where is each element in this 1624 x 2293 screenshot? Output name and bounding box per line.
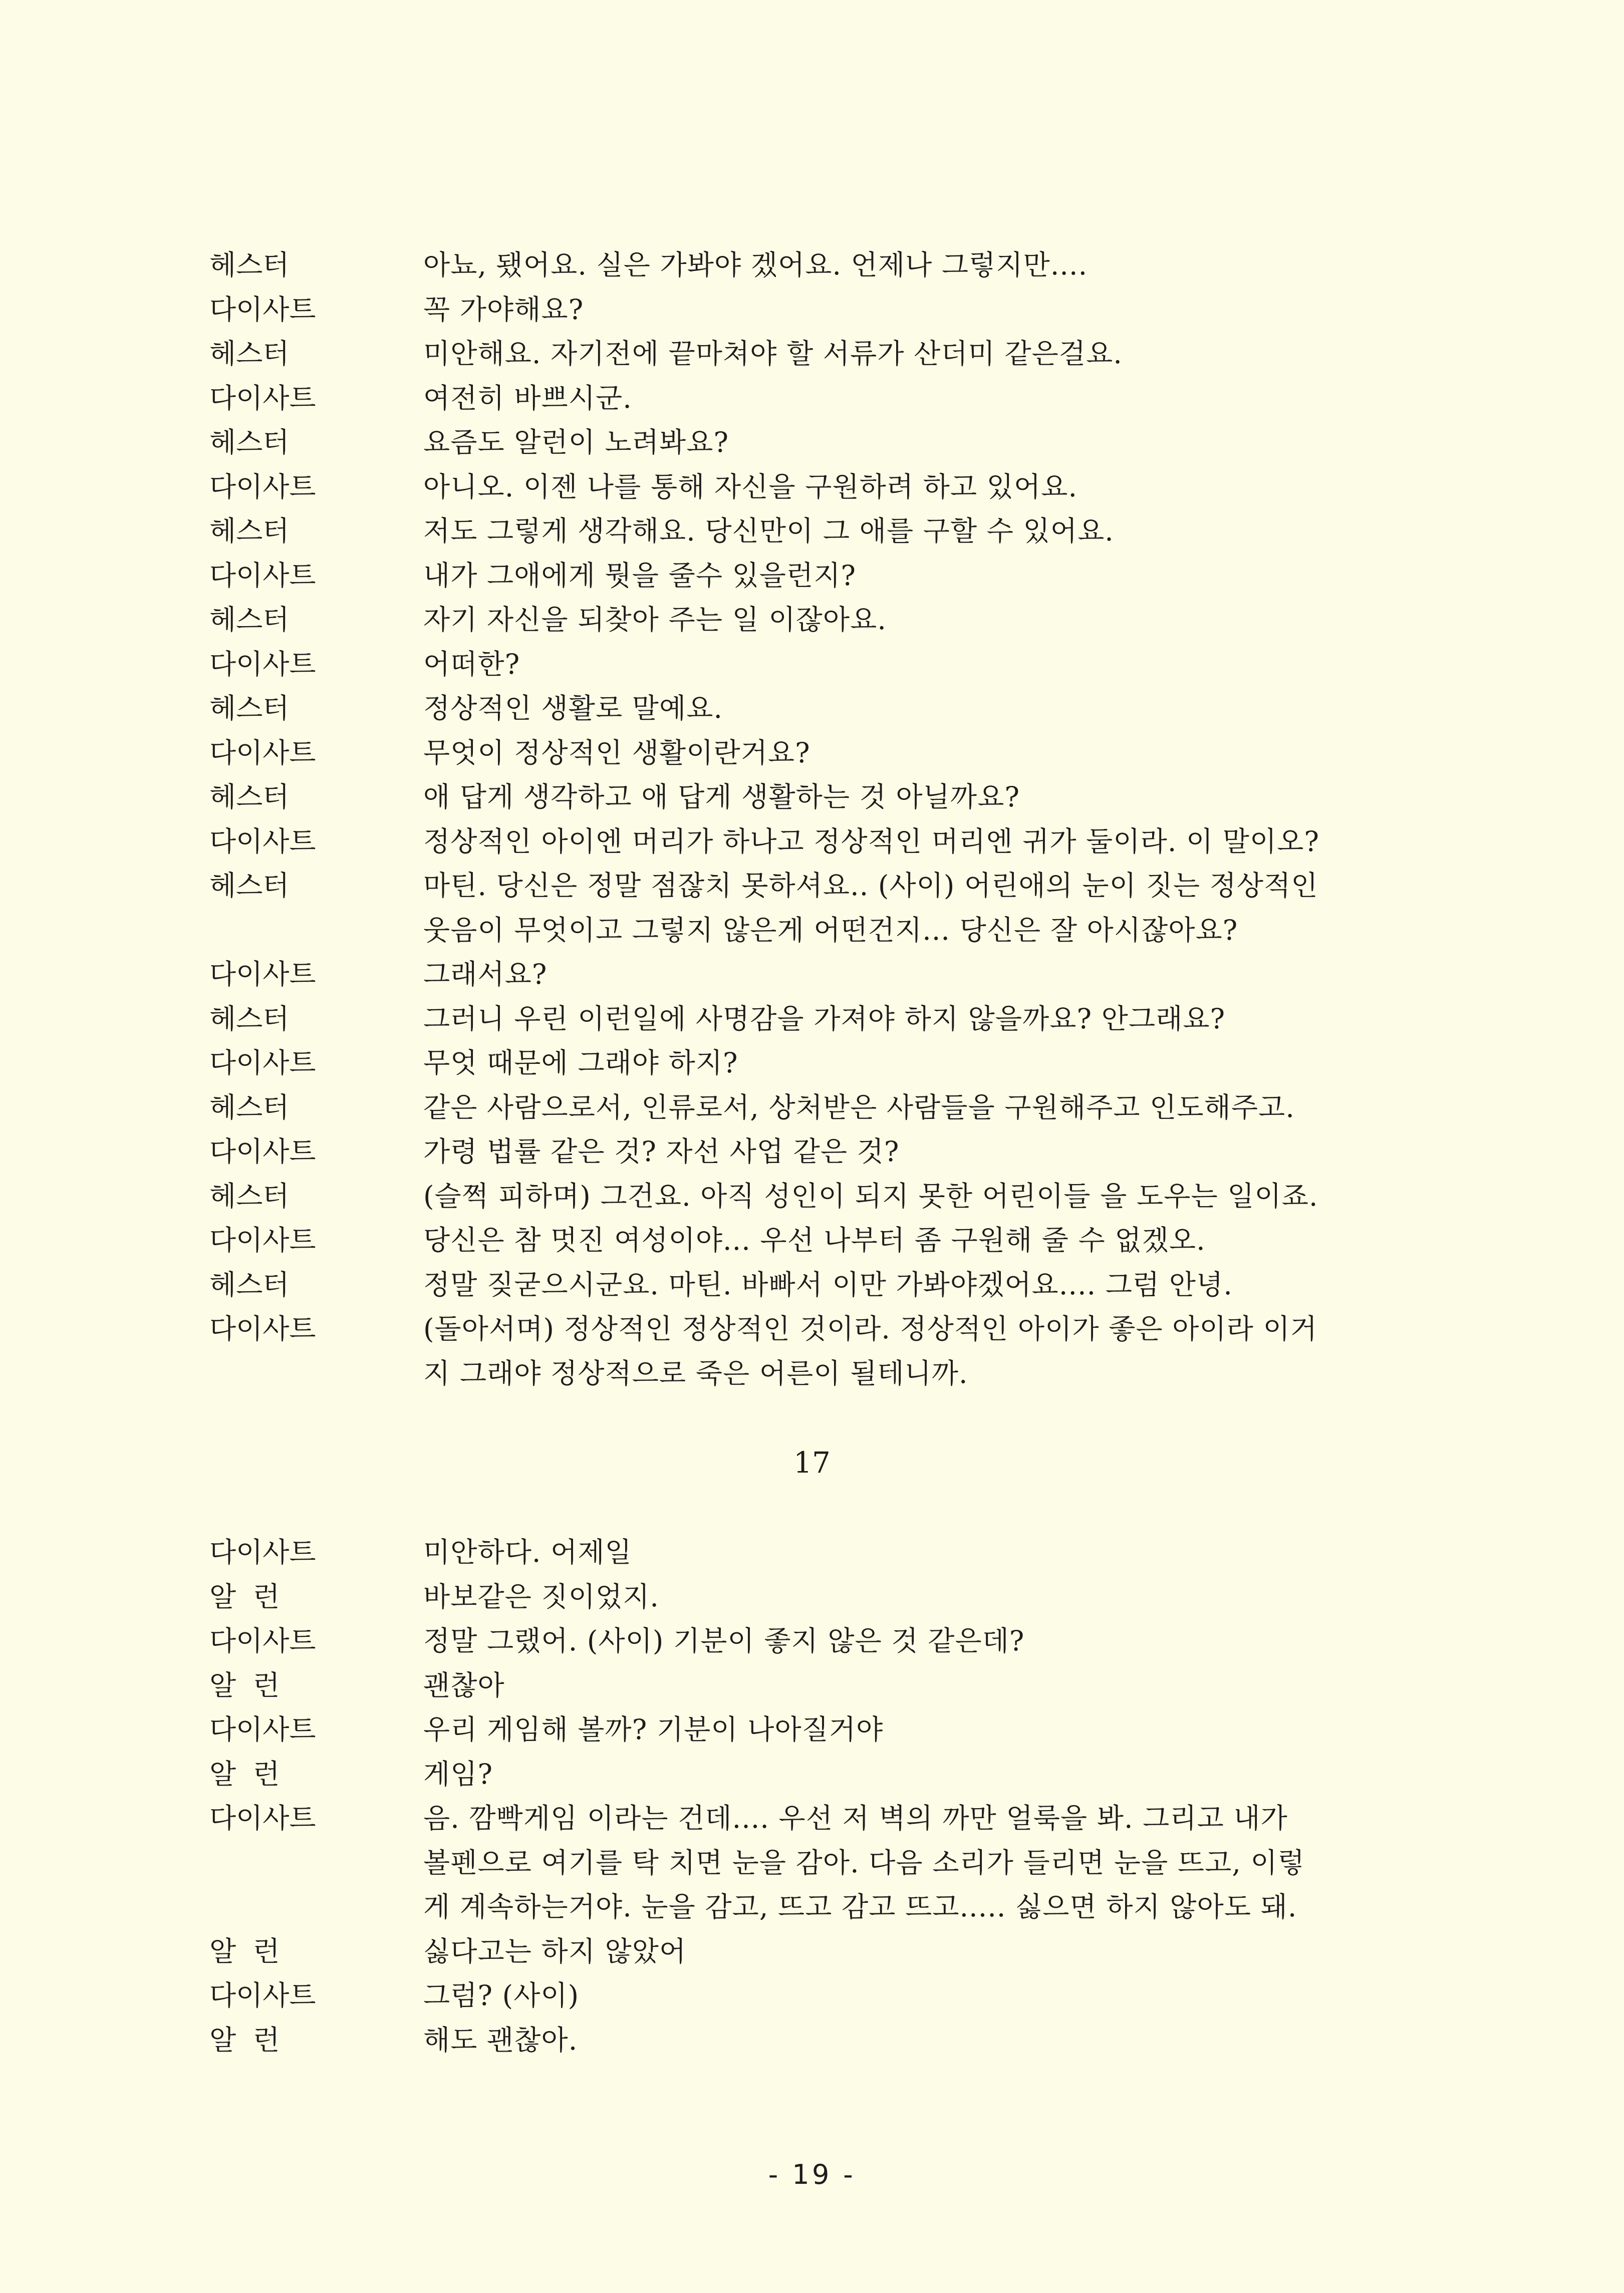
scene-dialogue-block [0,1530,1624,2062]
speaker-name: 다이사트 [209,1979,316,2012]
speaker-name: 다이사트 [209,1713,316,1746]
dialogue-line [0,1085,1624,1130]
dialogue-line [0,1619,1624,1663]
dialogue-line [0,952,1624,997]
dialogue-line [0,1973,1624,2018]
speaker-name: 다이사트 [209,1313,316,1345]
dialogue-text: 요즘도 알런이 노려봐요? [423,426,729,458]
dialogue-text: 아니오. 이젠 나를 통해 자신을 구원하려 하고 있어요. [423,470,1078,503]
speaker-name: 알런 [209,1580,297,1613]
speaker-name: 헤스터 [209,338,290,370]
dialogue-line [0,1129,1624,1174]
speaker-name: 다이사트 [209,736,316,769]
dialogue-text: 웃음이 무엇이고 그렇지 않은게 어떤건지... 당신은 잘 아시잖아요? [423,914,1238,946]
speaker-name: 알런 [209,1935,297,1967]
dialogue-line [0,1218,1624,1263]
dialogue-line [0,243,1624,288]
dialogue-text: (슬쩍 피하며) 그건요. 아직 성인이 되지 못한 어린이들 을 도우는 일이죠. [423,1180,1318,1212]
dialogue-line [0,1307,1624,1351]
dialogue-line [0,1530,1624,1575]
dialogue-continuation-line [0,1885,1624,1929]
scene-dialogue-block [0,243,1624,1395]
dialogue-text: 음. 깜빡게임 이라는 건데.... 우선 저 벽의 까만 얼룩을 봐. 그리고 내가 [423,1802,1288,1834]
speaker-name: 헤스터 [209,426,290,458]
dialogue-line [0,288,1624,332]
speaker-name: 다이사트 [209,1224,316,1256]
dialogue-text: 미안해요. 자기전에 끝마쳐야 할 서류가 산더미 같은걸요. [423,338,1123,370]
dialogue-line [0,332,1624,376]
dialogue-text: 내가 그애에게 뭣을 줄수 있을런지? [423,559,857,592]
dialogue-line [0,819,1624,864]
speaker-name: 헤스터 [209,604,290,636]
dialogue-line [0,1707,1624,1752]
dialogue-text: 볼펜으로 여기를 탁 치면 눈을 감아. 다음 소리가 들리면 눈을 뜨고, 이렇 [423,1846,1305,1879]
scene-number: 17 [793,1446,831,1480]
dialogue-line [0,553,1624,598]
dialogue-line [0,1752,1624,1797]
speaker-name: 헤스터 [209,1268,290,1301]
dialogue-line [0,376,1624,421]
speaker-name: 다이사트 [209,559,316,592]
dialogue-text: 그럼? (사이) [423,1979,580,2012]
dialogue-line [0,642,1624,687]
dialogue-text: 저도 그렇게 생각해요. 당신만이 그 애를 구할 수 있어요. [423,515,1114,547]
dialogue-text: 정말 그랬어. (사이) 기분이 좋지 않은 것 같은데? [423,1625,1025,1657]
dialogue-text: 여전히 바쁘시군. [423,382,632,414]
speaker-name: 다이사트 [209,1047,316,1079]
speaker-name: 헤스터 [209,1002,290,1035]
dialogue-text: 당신은 참 멋진 여성이야... 우선 나부터 좀 구원해 줄 수 없겠오. [423,1224,1206,1256]
dialogue-line [0,731,1624,775]
dialogue-line [0,864,1624,908]
dialogue-text: 그래서요? [423,958,548,990]
dialogue-text: 가령 법률 같은 것? 자선 사업 같은 것? [423,1135,900,1168]
dialogue-line [0,598,1624,642]
speaker-name: 다이사트 [209,1135,316,1168]
dialogue-text: 정상적인 아이엔 머리가 하나고 정상적인 머리엔 귀가 둘이라. 이 말이오? [423,825,1320,857]
speaker-name: 다이사트 [209,825,316,857]
dialogue-text: 정말 짖굳으시군요. 마틴. 바빠서 이만 가봐야겠어요.... 그럼 안녕. [423,1268,1233,1301]
dialogue-line [0,509,1624,553]
dialogue-text: 그러니 우린 이런일에 사명감을 가져야 하지 않을까요? 안그래요? [423,1002,1226,1035]
dialogue-text: 꼭 가야해요? [423,293,584,326]
dialogue-continuation-line [0,1841,1624,1885]
dialogue-line [0,1263,1624,1307]
dialogue-line [0,1575,1624,1619]
speaker-name: 알런 [209,2024,297,2056]
speaker-name: 다이사트 [209,1802,316,1834]
dialogue-text: 어떠한? [423,648,520,680]
dialogue-line [0,1796,1624,1841]
dialogue-line [0,1929,1624,1974]
dialogue-line [0,465,1624,509]
dialogue-line [0,775,1624,819]
dialogue-text: 지 그래야 정상적으로 죽은 어른이 될테니까. [423,1357,968,1389]
dialogue-text: 해도 괜찮아. [423,2024,578,2056]
dialogue-continuation-line [0,1351,1624,1396]
dialogue-text: 아뇨, 됐어요. 실은 가봐야 겠어요. 언제나 그렇지만.... [423,249,1088,281]
speaker-name: 다이사트 [209,1536,316,1568]
dialogue-text: 우리 게임해 볼까? 기분이 나아질거야 [423,1713,884,1746]
speaker-name: 헤스터 [209,249,290,281]
speaker-name: 다이사트 [209,1625,316,1657]
speaker-name: 다이사트 [209,958,316,990]
dialogue-text: 게 계속하는거야. 눈을 감고, 뜨고 감고 뜨고..... 싫으면 하지 않아도 돼. [423,1891,1297,1923]
speaker-name: 다이사트 [209,470,316,503]
speaker-name: 다이사트 [209,293,316,326]
dialogue-text: 무엇 때문에 그래야 하지? [423,1047,738,1079]
speaker-name: 다이사트 [209,648,316,680]
speaker-name: 헤스터 [209,1180,290,1212]
speaker-name: 다이사트 [209,382,316,414]
dialogue-line [0,1174,1624,1219]
dialogue-line [0,1041,1624,1085]
dialogue-text: 마틴. 당신은 정말 점잖치 못하셔요.. (사이) 어린애의 눈이 짓는 정상적인 [423,870,1318,902]
dialogue-text: 게임? [423,1758,493,1790]
dialogue-line [0,2018,1624,2063]
dialogue-line [0,420,1624,465]
dialogue-text: 무엇이 정상적인 생활이란거요? [423,736,810,769]
speaker-name: 헤스터 [209,1091,290,1123]
dialogue-text: 싫다고는 하지 않았어 [423,1935,687,1967]
dialogue-continuation-line [0,908,1624,953]
speaker-name: 헤스터 [209,781,290,813]
dialogue-line [0,686,1624,731]
dialogue-line [0,997,1624,1041]
speaker-name: 헤스터 [209,870,290,902]
dialogue-text: 미안하다. 어제일 [423,1536,632,1568]
dialogue-text: 바보같은 짓이었지. [423,1580,660,1613]
dialogue-text: 같은 사람으로서, 인류로서, 상처받은 사람들을 구원해주고 인도해주고. [423,1091,1295,1123]
dialogue-text: (돌아서며) 정상적인 정상적인 것이라. 정상적인 아이가 좋은 아이라 이거 [423,1313,1318,1345]
speaker-name: 알런 [209,1758,297,1790]
speaker-name: 헤스터 [209,692,290,724]
page-number: - 19 - [768,2159,856,2190]
dialogue-text: 괜찮아 [423,1669,505,1701]
speaker-name: 알런 [209,1669,297,1701]
dialogue-line [0,1663,1624,1708]
dialogue-text: 정상적인 생활로 말예요. [423,692,723,724]
speaker-name: 헤스터 [209,515,290,547]
dialogue-text: 자기 자신을 되찾아 주는 일 이잖아요. [423,604,887,636]
dialogue-text: 애 답게 생각하고 애 답게 생활하는 것 아닐까요? [423,781,1020,813]
